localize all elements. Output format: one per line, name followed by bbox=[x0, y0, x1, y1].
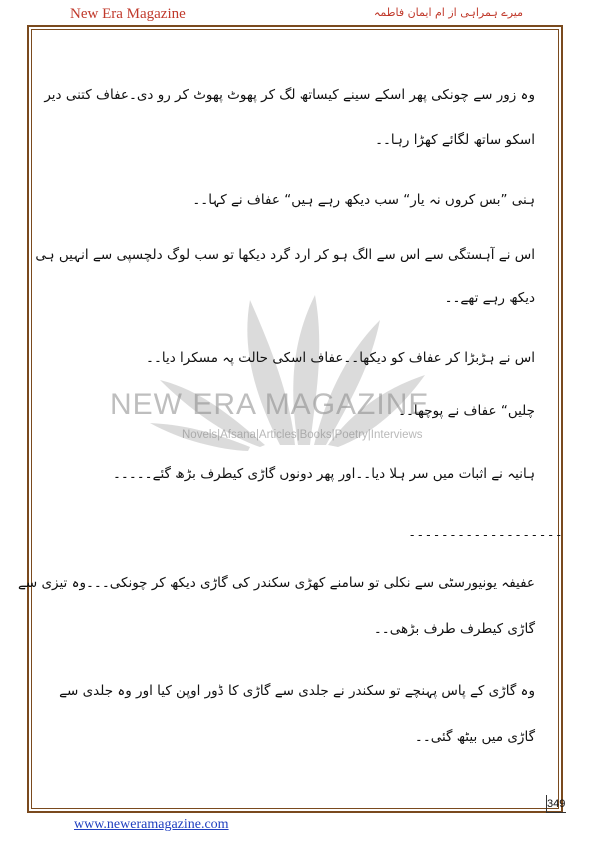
body-line-12: گاڑی میں بیٹھ گئی۔۔ bbox=[414, 729, 535, 745]
watermark-title: NEW ERA MAGAZINE bbox=[110, 388, 430, 421]
body-line-5: دیکھ رہے تھے۔۔ bbox=[444, 290, 535, 306]
body-line-3: ہنی ”بس کروں نہ یار“ سب دیکھ رہے ہیں“ عفاف نے کہا۔۔ bbox=[192, 192, 535, 208]
section-separator: - - - - - - - - - - - - - - - - - - - bbox=[410, 528, 561, 542]
magazine-name-header: New Era Magazine bbox=[70, 6, 186, 22]
body-line-4: اس نے آہستگی سے اس سے الگ ہو کر ارد گرد دیکھا تو سب لوگ دلچسپی سے انہیں ہی bbox=[35, 247, 535, 263]
body-line-1: وہ زور سے چونکی پھر اسکے سینے کیساتھ لگ کر پھوٹ پھوٹ کر رو دی۔عفاف کتنی دیر bbox=[44, 87, 535, 103]
body-line-9: عفیفہ یونیورسٹی سے نکلی تو سامنے کھڑی سکندر کی گاڑی دیکھ کر چونکی۔۔۔وہ تیزی سے bbox=[17, 575, 535, 591]
body-line-6: اس نے ہڑبڑا کر عفاف کو دیکھا۔۔عفاف اسکی حالت پہ مسکرا دیا۔۔ bbox=[146, 350, 535, 366]
website-link[interactable]: www.neweramagazine.com bbox=[74, 817, 229, 832]
story-title-header: میرے ہمراہی از ام ایمان فاطمہ bbox=[373, 6, 523, 19]
watermark-subtitle: Novels|Afsana|Articles|Books|Poetry|Interviews bbox=[182, 429, 423, 441]
body-line-10: گاڑی کیطرف طرف بڑھی۔۔ bbox=[373, 621, 535, 637]
body-line-11: وہ گاڑی کے پاس پہنچے تو سکندر نے جلدی سے گاڑی کا ڈور اوپن کیا اور وہ جلدی سے bbox=[59, 683, 535, 699]
page-number: 349 bbox=[547, 798, 566, 810]
body-line-8: ہانیہ نے اثبات میں سر ہلا دیا۔۔اور پھر دونوں گاڑی کیطرف بڑھ گئے۔۔۔۔۔ bbox=[113, 466, 535, 482]
body-line-7: چلیں“ عفاف نے پوچھا۔۔ bbox=[398, 403, 535, 419]
body-line-2: اسکو ساتھ لگائے کھڑا رہا۔۔ bbox=[375, 132, 535, 148]
